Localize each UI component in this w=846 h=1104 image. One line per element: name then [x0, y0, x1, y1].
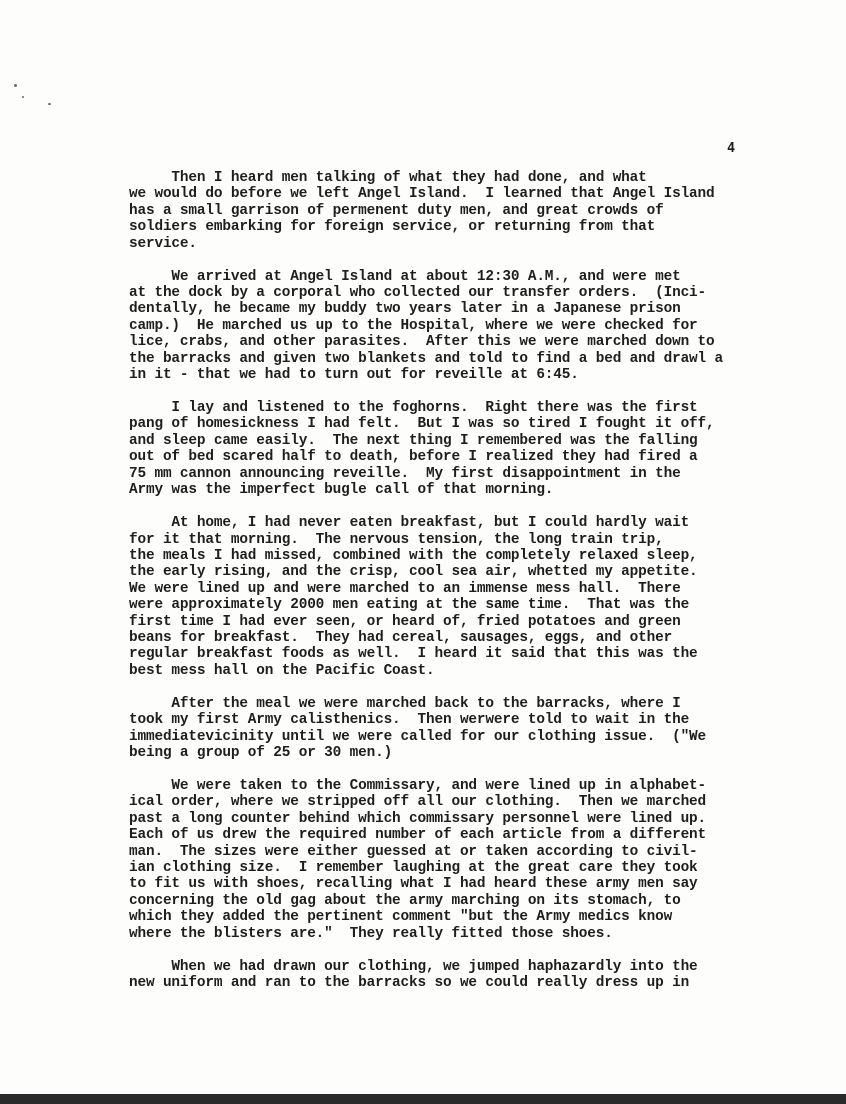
text-line: we would do before we left Angel Island. I learned that Angel Island	[129, 186, 715, 203]
text-line: Each of us drew the required number of each article from a different	[129, 827, 707, 844]
paragraph	[129, 959, 829, 992]
text-line: being a group of 25 or 30 men.)	[129, 744, 393, 761]
text-line: the early rising, and the crisp, cool sea air, whetted my appetite.	[129, 564, 698, 581]
text-line: has a small garrison of permenent duty men, and great crowds of	[129, 202, 664, 219]
text-line: ical order, where we stripped off all our clothing. Then we marched	[129, 794, 707, 811]
text-line: I lay and listened to the foghorns. Right there was the first	[129, 400, 698, 417]
text-line: We arrived at Angel Island at about 12:30 A.M., and were met	[129, 268, 681, 285]
text-line: at the dock by a corporal who collected our transfer orders. (Inci-	[129, 285, 707, 302]
text-line: pang of homesickness I had felt. But I was so tired I fought it off,	[129, 416, 715, 433]
text-line: were approximately 2000 men eating at the same time. That was the	[129, 597, 690, 614]
text-line: out of bed scared half to death, before I realized they had fired a	[129, 449, 698, 466]
paragraph	[129, 400, 829, 498]
text-line: man. The sizes were either guessed at or taken according to civil-	[129, 843, 698, 860]
text-line: best mess hall on the Pacific Coast.	[129, 662, 435, 679]
scan-speck	[14, 84, 17, 87]
text-line: When we had drawn our clothing, we jumped haphazardly into the	[129, 958, 698, 975]
text-line: took my first Army calisthenics. Then werwere told to wait in the	[129, 712, 690, 729]
scan-speck	[22, 96, 24, 98]
text-line: ian clothing size. I remember laughing at the great care they took	[129, 860, 698, 876]
text-line: We were taken to the Commissary, and were lined up in alphabet-	[129, 777, 707, 794]
text-line: camp.) He marched us up to the Hospital, where we were checked for	[129, 317, 698, 334]
text-line: and sleep came easily. The next thing I remembered was the falling	[129, 432, 698, 449]
text-line: the barracks and given two blankets and told to find a bed and drawl a	[129, 350, 724, 367]
text-line: After the meal we were marched back to the barracks, where I	[129, 695, 681, 712]
scan-speck	[48, 103, 51, 105]
text-line: 75 mm cannon announcing reveille. My first disappointment in the	[129, 465, 681, 482]
text-line: the meals I had missed, combined with the completely relaxed sleep,	[129, 547, 698, 564]
text-line: which they added the pertinent comment "but the Army medics know	[129, 909, 673, 926]
text-line: Then I heard men talking of what they had done, and what	[129, 170, 647, 186]
text-line: in it - that we had to turn out for reveille at 6:45.	[129, 367, 579, 384]
text-line: new uniform and ran to the barracks so we could really dress up in	[129, 975, 690, 992]
text-line: past a long counter behind which commissary personnel were lined up.	[129, 810, 707, 827]
paragraph	[129, 778, 829, 942]
page-number: 4	[727, 140, 736, 156]
text-line: concerning the old gag about the army marching on its stomach, to	[129, 892, 681, 909]
text-line: first time I had ever seen, or heard of, fried potatoes and green	[129, 613, 681, 630]
paragraph	[129, 269, 829, 384]
text-line: dentally, he became my buddy two years later in a Japanese prison	[129, 301, 681, 318]
text-line: where the blisters are." They really fitted those shoes.	[129, 925, 613, 942]
text-line: immediatevicinity until we were called for our clothing issue. ("We	[129, 728, 707, 745]
text-line: beans for breakfast. They had cereal, sausages, eggs, and other	[129, 629, 673, 646]
text-line: to fit us with shoes, recalling what I had heard these army men say	[129, 876, 698, 893]
paragraph	[129, 515, 829, 679]
text-line: for it that morning. The nervous tension, the long train trip,	[129, 531, 664, 548]
text-line: soldiers embarking for foreign service, or returning from that	[129, 219, 656, 236]
text-line: service.	[129, 235, 197, 252]
text-line: Army was the imperfect bugle call of that morning.	[129, 482, 554, 499]
text-line: lice, crabs, and other parasites. After this we were marched down to	[129, 334, 715, 351]
scan-bottom-edge	[0, 1094, 846, 1104]
paragraph	[129, 696, 829, 762]
text-line: We were lined up and were marched to an immense mess hall. There	[129, 580, 681, 597]
document-body	[129, 170, 829, 1008]
text-line: regular breakfast foods as well. I heard it said that this was the	[129, 646, 698, 663]
paragraph	[129, 170, 829, 252]
text-line: At home, I had never eaten breakfast, but I could hardly wait	[129, 515, 690, 532]
